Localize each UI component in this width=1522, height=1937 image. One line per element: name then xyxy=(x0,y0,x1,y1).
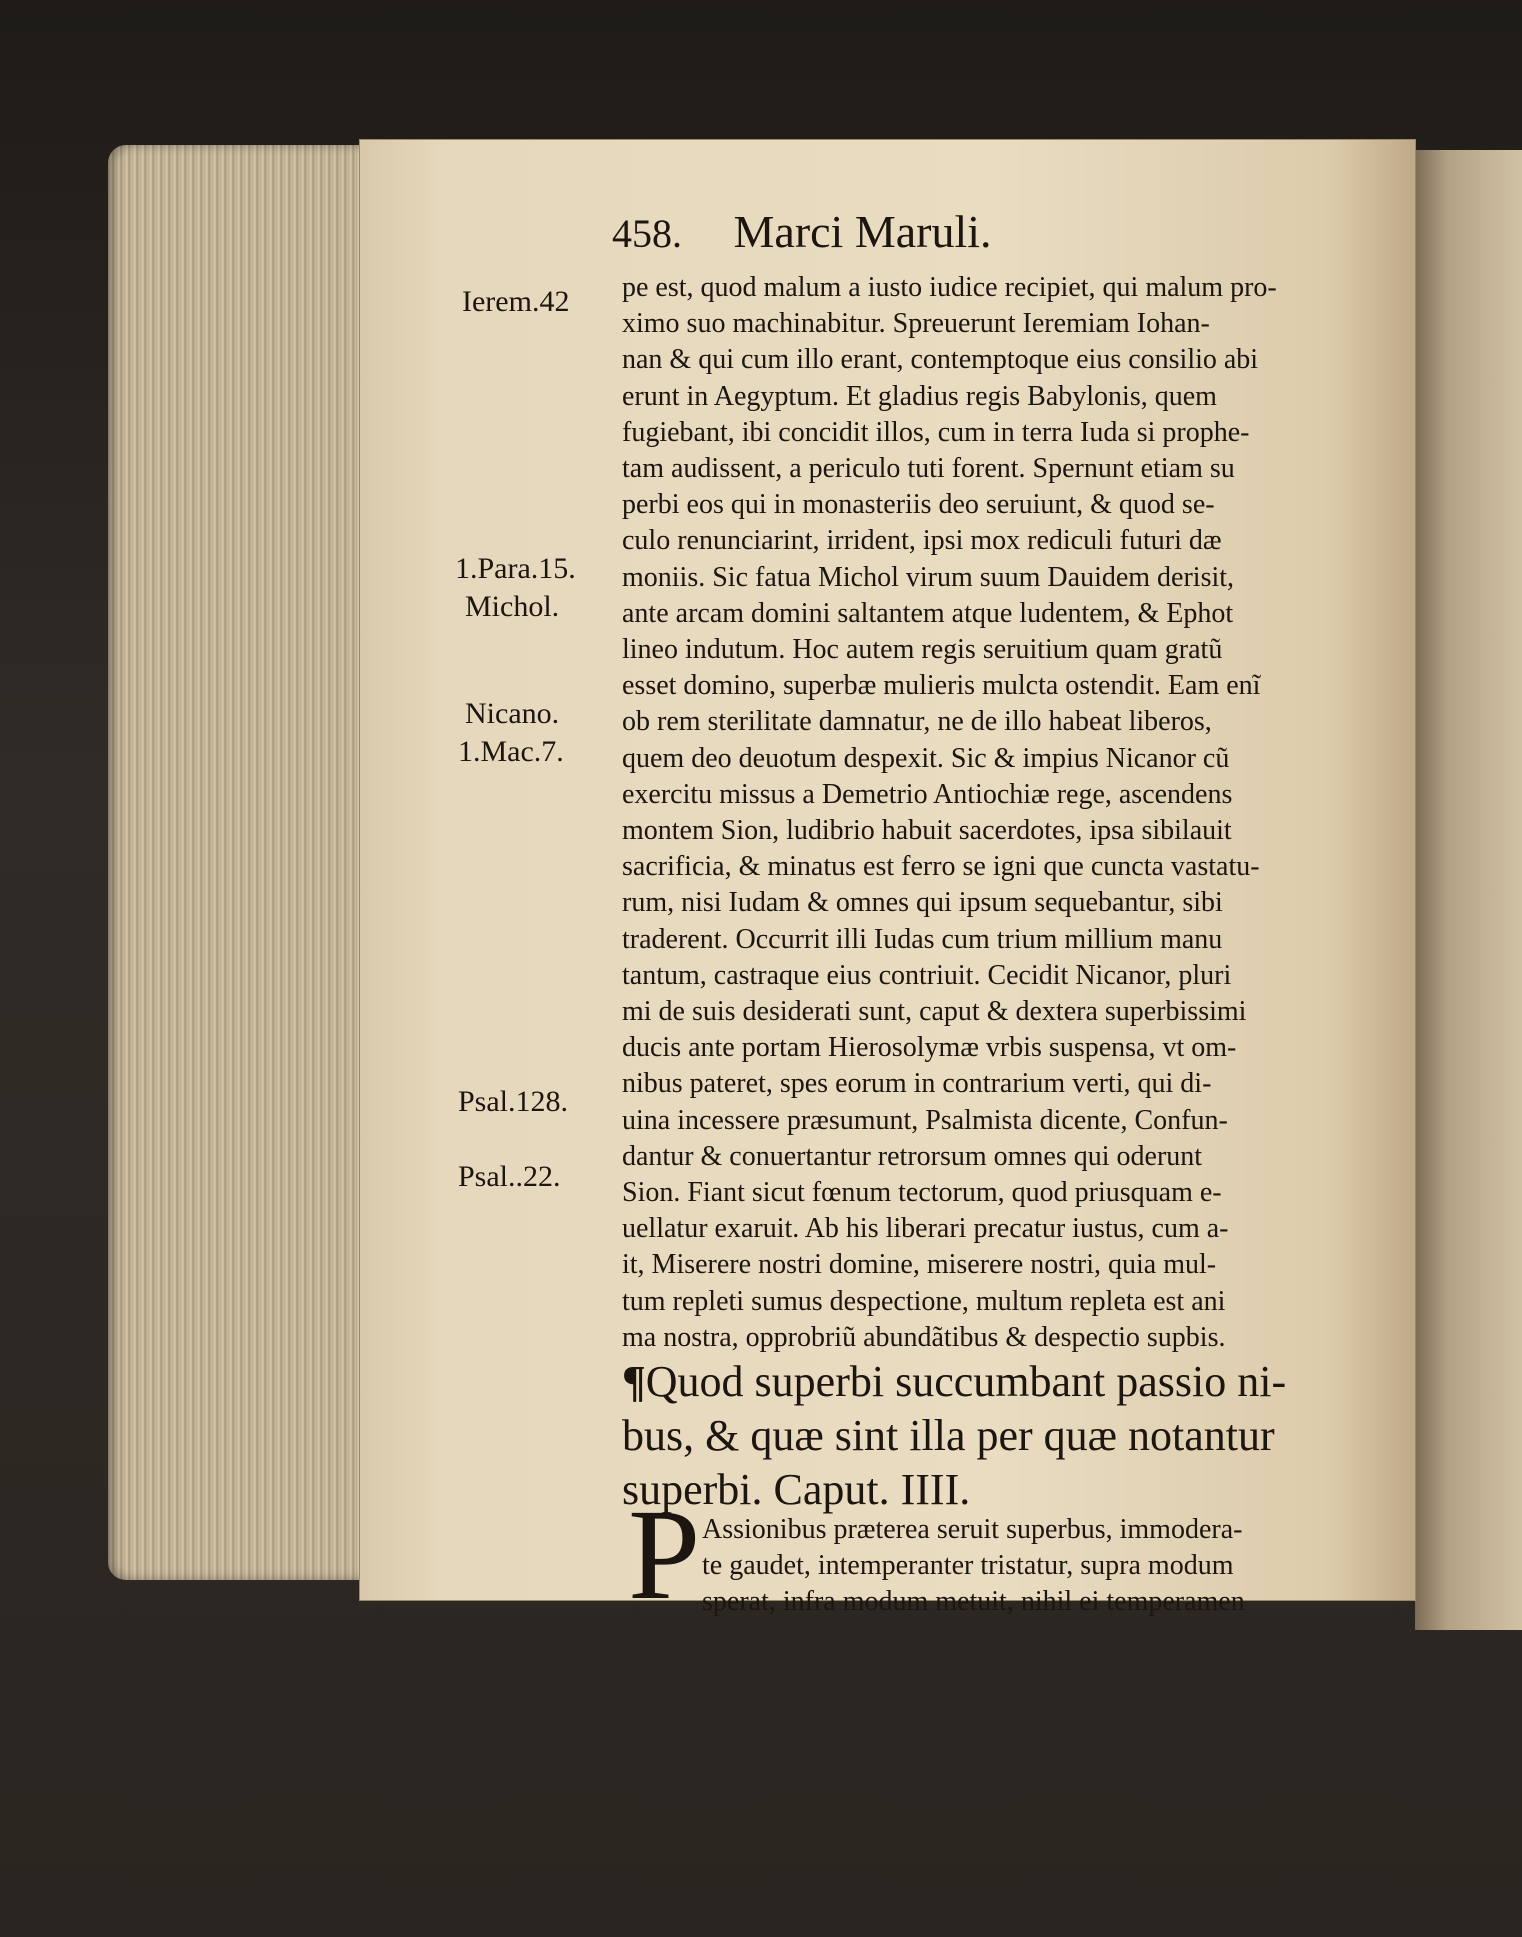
text-line: rum, nisi Iudam & omnes qui ipsum sequebantur, sibi xyxy=(622,887,1223,919)
running-title: Marci Maruli. xyxy=(733,206,992,257)
text-line: tam audissent, a periculo tuti forent. Spernunt etiam su xyxy=(622,453,1235,485)
margin-note: 1.Para.15. xyxy=(455,552,576,585)
main-text-block xyxy=(622,270,1382,1356)
page-number: 458. xyxy=(612,211,682,256)
margin-note: Michol. xyxy=(465,590,560,623)
text-line: uina incessere præsumunt, Psalmista dicente, Confun- xyxy=(622,1104,1228,1136)
drop-cap-initial: P xyxy=(628,1483,701,1627)
chapter-heading xyxy=(622,1355,1382,1517)
heading-text: Quod superbi succumbant passio ni- xyxy=(645,1357,1287,1406)
margin-note: Nicano. xyxy=(465,697,560,730)
text-line: montem Sion, ludibrio habuit sacerdotes, ipsa sibilauit xyxy=(622,815,1232,847)
text-line: dantur & conuertantur retrorsum omnes qui oderunt xyxy=(622,1140,1203,1172)
pilcrow-icon: ¶ xyxy=(622,1357,646,1406)
text-line: tantum, castraque eius contriuit. Cecidit Nicanor, pluri xyxy=(622,959,1232,991)
book-page-edges xyxy=(108,145,373,1580)
text-line: traderent. Occurrit illi Iudas cum trium millium manu xyxy=(622,923,1223,955)
running-header xyxy=(612,205,992,258)
text-line: ximo suo machinabitur. Spreuerunt Ieremiam Iohan- xyxy=(622,308,1210,340)
text-line: sperat, infra modum metuit, nihil ei temperamen xyxy=(702,1586,1245,1618)
heading-line: bus, & quæ sint illa per quæ notantur xyxy=(622,1411,1275,1460)
text-line: erunt in Aegyptum. Et gladius regis Babylonis, quem xyxy=(622,380,1217,412)
margin-note: Psal.128. xyxy=(458,1085,569,1118)
text-line: mi de suis desiderati sunt, caput & dextera superbissimi xyxy=(622,996,1247,1028)
text-line: fugiebant, ibi concidit illos, cum in terra Iuda si prophe- xyxy=(622,416,1250,448)
text-line: Assionibus præterea seruit superbus, immodera- xyxy=(702,1514,1243,1545)
text-line: esset domino, superbæ mulieris mulcta ostendit. Eam enĩ xyxy=(622,670,1261,702)
text-line: Sion. Fiant sicut fœnum tectorum, quod priusquam e- xyxy=(622,1177,1222,1209)
margin-note: 1.Mac.7. xyxy=(458,735,564,768)
text-line: ante arcam domini saltantem atque ludentem, & Ephot xyxy=(622,597,1234,629)
text-line: uellatur exaruit. Ab his liberari precatur iustus, cum a- xyxy=(622,1213,1229,1245)
text-line: culo renunciarint, irrident, ipsi mox rediculi futuri dæ xyxy=(622,525,1222,557)
chapter-paragraph xyxy=(702,1512,1382,1621)
text-line: perbi eos qui in monasteriis deo seruiunt, & quod se- xyxy=(622,489,1215,521)
text-line: ob rem sterilitate damnatur, ne de illo habeat liberos, xyxy=(622,706,1212,738)
text-line: exercitu missus a Demetrio Antiochiæ rege, ascendens xyxy=(622,778,1233,810)
text-line: lineo indutum. Hoc autem regis seruitium quam gratũ xyxy=(622,634,1223,666)
text-line: nan & qui cum illo erant, contemptoque eius consilio abi xyxy=(622,344,1259,376)
margin-note: Psal..22. xyxy=(458,1160,561,1193)
text-line: it, Miserere nostri domine, miserere nostri, quia mul- xyxy=(622,1249,1217,1281)
text-line: ducis ante portam Hierosolymæ vrbis suspensa, vt om- xyxy=(622,1032,1237,1064)
text-line: moniis. Sic fatua Michol virum suum Dauidem derisit, xyxy=(622,561,1235,593)
text-line: quem deo deuotum despexit. Sic & impius Nicanor cũ xyxy=(622,742,1230,774)
text-line: ma nostra, opprobriũ abundãtibus & despectio supbis. xyxy=(622,1321,1226,1353)
text-line: pe est, quod malum a iusto iudice recipiet, qui malum pro- xyxy=(622,272,1277,303)
text-line: nibus pateret, spes eorum in contrarium verti, qui di- xyxy=(622,1068,1212,1100)
heading-line: superbi. Caput. IIII. xyxy=(622,1465,971,1514)
margin-note: Ierem.42 xyxy=(462,285,570,318)
heading-line xyxy=(622,1355,1382,1409)
text-line: te gaudet, intemperanter tristatur, supra modum xyxy=(702,1550,1234,1582)
facing-page-edge xyxy=(1415,150,1522,1630)
text-line: sacrificia, & minatus est ferro se igni que cuncta vastatu- xyxy=(622,851,1260,883)
text-line: tum repleti sumus despectione, multum repleta est ani xyxy=(622,1285,1226,1317)
